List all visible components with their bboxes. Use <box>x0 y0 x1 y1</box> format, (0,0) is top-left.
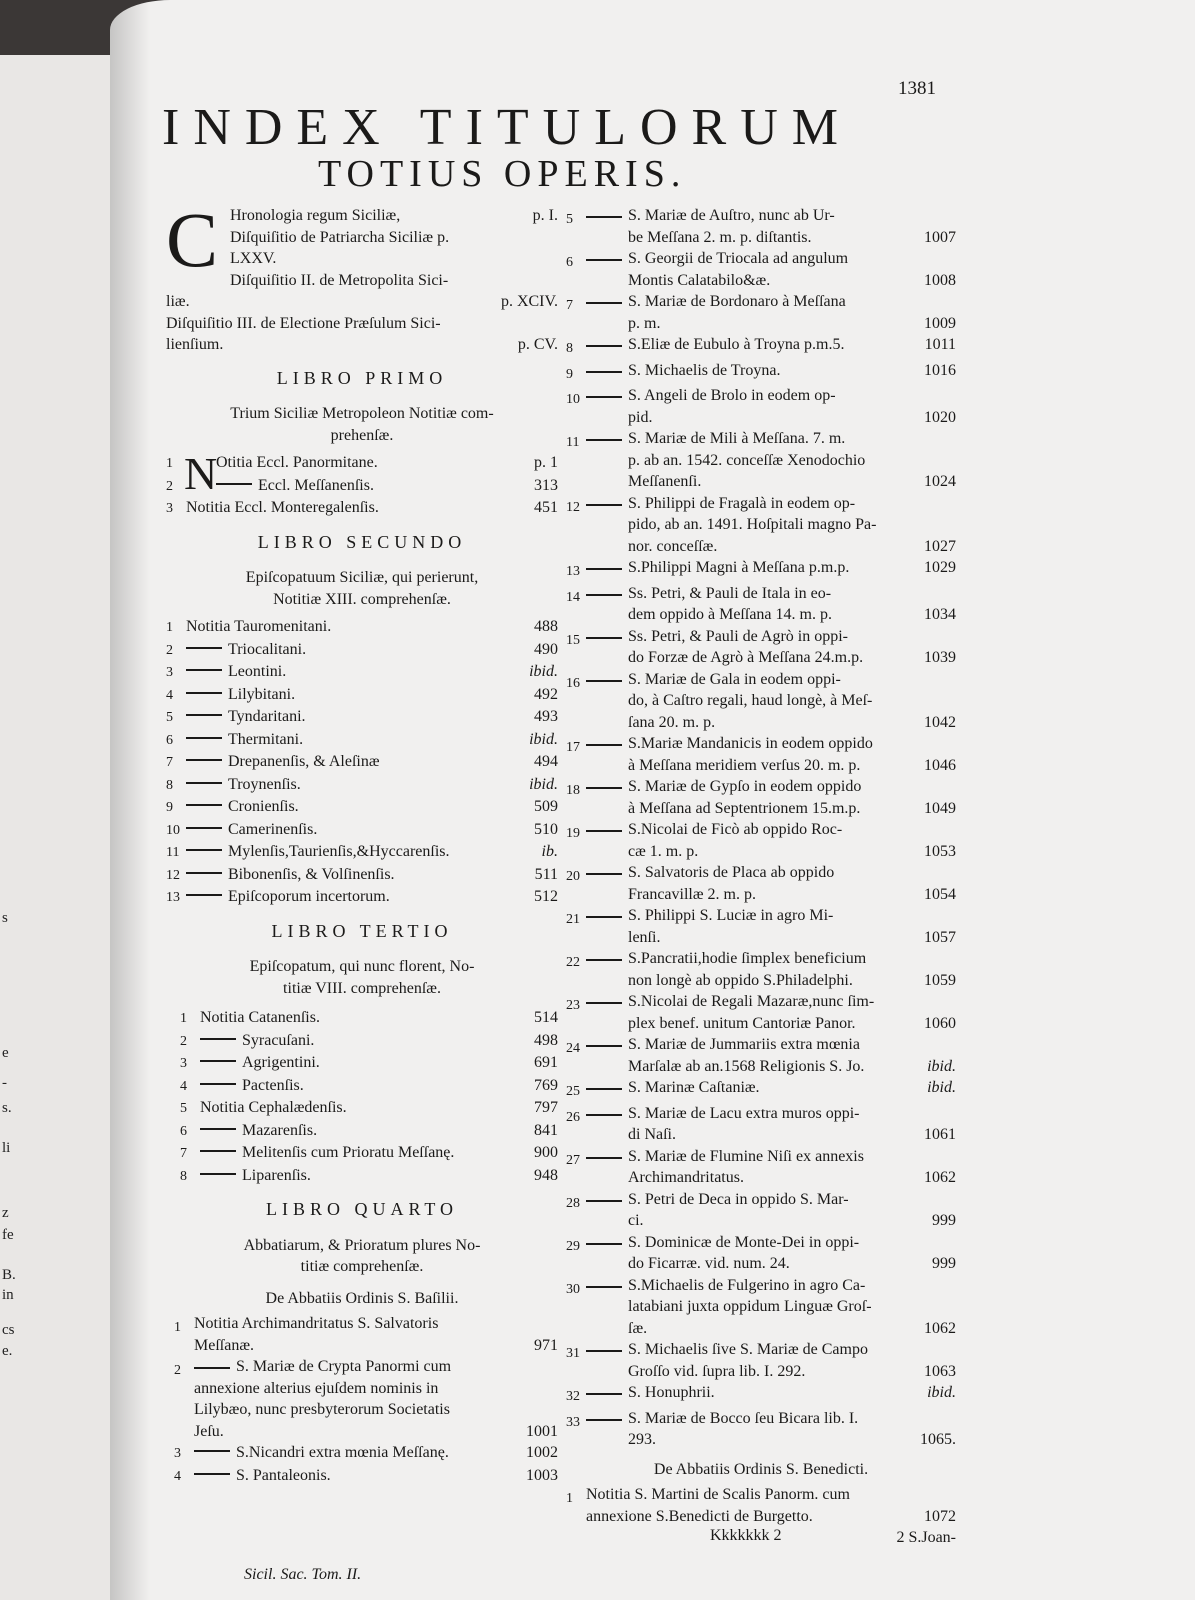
index-entry: 1 Notitia Tauromenitani. 488 <box>166 618 558 635</box>
index-entry: 10 S. Angeli de Brolo in eodem op- pid. 1020 <box>566 387 956 426</box>
index-entry: 24 S. Mariæ de Jummariis extra mœnia Marſalæ ab an.1568 Religionis S. Jo. ibid. <box>566 1036 956 1075</box>
index-entry: 6 Thermitani. ibid. <box>166 730 558 748</box>
footer-note: Sicil. Sac. Tom. II. <box>244 1566 362 1583</box>
index-entry: 1 Notitia S. Martini de Scalis Panorm. cum annexione S.Benedicti de Burgetto. 1072 2 S.Joan- <box>566 1484 956 1549</box>
index-entry: 3 Leontini. ibid. <box>166 663 558 680</box>
index-entry: 4 Lilybitani. 492 <box>166 685 558 703</box>
prev-page-fragment: li <box>2 1140 11 1156</box>
index-entry: 4 Pactenſis. 769 <box>180 1076 558 1094</box>
intro-page: p. XCIV. <box>500 293 558 310</box>
index-entry: 26 S. Mariæ de Lacu extra muros oppi- di Naſi. 1061 <box>566 1104 956 1143</box>
catchword: 2 S.Joan- <box>896 1529 956 1546</box>
index-entry: 27 S. Mariæ de Flumine Niſi ex annexis Archimandritatus. 1062 <box>566 1147 956 1186</box>
section-heading: LIBRO PRIMO <box>276 367 448 388</box>
prev-page-fragment: - <box>2 1075 7 1091</box>
intro-block <box>166 196 558 356</box>
index-entry: 9 Cronienſis. 509 <box>166 798 558 815</box>
index-entry: 7 S. Mariæ de Bordonaro à Meſſana p. m. 1009 <box>566 293 956 332</box>
page-gutter-shadow <box>110 0 150 1600</box>
left-column <box>166 196 558 1487</box>
subsection-heading: De Abbatiis Ordinis S. Benedicti. <box>653 1460 869 1478</box>
index-entry: 8 Troynenſis. ibid. <box>166 775 558 793</box>
index-entry: 7 Drepanenſis, & Aleſinæ 494 <box>166 753 558 770</box>
section-description: prehenſæ. <box>330 426 394 444</box>
prev-page-fragment: cs <box>2 1322 15 1338</box>
previous-page-edge <box>0 55 115 1600</box>
index-entry: 10 Camerinenſis. 510 <box>166 820 558 838</box>
index-entry: 5 Tyndaritani. 493 <box>166 708 558 725</box>
index-entry: 23 S.Nicolai de Regali Mazaræ,nunc ſim- plex benef. unitum Cantoriæ Panor. 1060 <box>566 993 956 1032</box>
section-description: Epiſcopatuum Siciliæ, qui perierunt, <box>245 569 479 586</box>
prev-page-fragment: e <box>2 1045 9 1061</box>
index-entry: 3 Agrigentini. 691 <box>180 1054 558 1071</box>
index-entry: 8 Liparenſis. 948 <box>180 1166 558 1184</box>
prev-page-fragment: e. <box>2 1343 13 1359</box>
index-entry: 30 S.Michaelis de Fulgerino in agro Ca- latabiani juxta oppidum Linguæ Groſ- ſæ. 1062 <box>566 1276 956 1337</box>
index-entry: 3 S.Nicandri extra mœnia Meſſanę. 1002 <box>174 1444 558 1461</box>
index-entry: 9 S. Michaelis de Troyna. 1016 <box>566 361 956 382</box>
intro-line: LXXV. <box>230 250 277 267</box>
index-entry: 12 S. Philippi de Fragalà in eodem op- pido, ab an. 1491. Hoſpitali magno Pa- nor. conceſſæ. 1027 <box>566 494 956 555</box>
prev-page-fragment: z <box>2 1205 9 1221</box>
index-entry: 11 S. Mariæ de Mili à Meſſana. 7. m. p. ab an. 1542. conceſſæ Xenodochio Meſſanenſi. 1024 <box>566 430 956 490</box>
page-title: INDEX TITULORUM <box>162 99 852 156</box>
intro-line: Hronologia regum Siciliæ, <box>230 207 401 224</box>
index-entry: 29 S. Dominicæ de Monte-Dei in oppi- do Ficarræ. vid. num. 24. 999 <box>566 1233 956 1272</box>
index-entry: 3 Notitia Eccl. Monteregalenſis. 451 <box>166 499 558 516</box>
index-entry: 13 Epiſcoporum incertorum. 512 <box>166 888 558 905</box>
index-entry: 11 Mylenſis,Taurienſis,&Hyccarenſis. ib. <box>166 843 558 860</box>
section-description: titiæ comprehenſæ. <box>300 1258 424 1275</box>
index-entry: 17 S.Mariæ Mandanicis in eodem oppido à Meſſana meridiem verſus 20. m. p. 1046 <box>566 735 956 774</box>
prev-page-fragment: s <box>2 910 8 926</box>
section-description: Trium Siciliæ Metropoleon Notitiæ com- <box>230 405 494 422</box>
section-heading: LIBRO QUARTO <box>265 1199 459 1219</box>
primo-list <box>166 448 558 520</box>
page-number: 1381 <box>898 78 936 99</box>
abbey-list <box>566 205 956 1451</box>
index-entry: 15 Ss. Petri, & Pauli de Agrò in oppi- do Forzæ de Agrò à Meſſana 24.m.p. 1039 <box>566 627 956 666</box>
drop-cap-n: N <box>184 448 218 499</box>
drop-cap-c: C <box>166 196 219 283</box>
secundo-list <box>166 616 558 909</box>
index-entry: 22 S.Pancratii,hodie ſimplex beneficium non longè ab oppido S.Philadelphi. 1059 <box>566 950 956 989</box>
index-entry: 6 Mazarenſis. 841 <box>180 1121 558 1139</box>
intro-line: liæ. <box>166 293 190 310</box>
index-entry: 5 S. Mariæ de Auſtro, nunc ab Ur- be Meſſana 2. m. p. diſtantis. 1007 <box>566 207 956 246</box>
section-heading: LIBRO SECUNDO <box>257 531 467 552</box>
index-entry: 2 Triocalitani. 490 <box>166 640 558 658</box>
page-subtitle: TOTIUS OPERIS. <box>318 153 687 195</box>
index-entry: 5 Notitia Cephalædenſis. 797 <box>180 1099 558 1116</box>
index-entry: 33 S. Mariæ de Bocco ſeu Bicara lib. I. 293. 1065. <box>566 1409 956 1448</box>
index-entry: 18 S. Mariæ de Gypſo in eodem oppido à Meſſana ad Septentrionem 15.m.p. 1049 <box>566 778 956 817</box>
index-entry: 2 S. Mariæ de Crypta Panormi cum annexione alterius ejuſdem nominis in Lilybæo, nunc presbyterorum Societatis Jeſu. 1001 <box>174 1358 558 1440</box>
index-entry: 19 S.Nicolai de Ficò ab oppido Roc- cæ 1. m. p. 1053 <box>566 821 956 860</box>
index-entry: 25 S. Marinæ Caſtaniæ. ibid. <box>566 1079 956 1099</box>
intro-page: p. CV. <box>517 336 558 353</box>
section-description: Abbatiarum, & Prioratum plures No- <box>243 1236 481 1254</box>
intro-page: p. I. <box>532 207 558 224</box>
right-column <box>566 205 956 1549</box>
index-entry: 12 Bibonenſis, & Volſinenſis. 511 <box>166 865 558 883</box>
index-entry: 6 S. Georgii de Triocala ad angulum Montis Calatabilo&æ. 1008 <box>566 250 956 289</box>
intro-line: lienſium. <box>166 336 224 353</box>
section-description: titiæ VIII. comprehenſæ. <box>283 979 441 997</box>
index-entry: 21 S. Philippi S. Luciæ in agro Mi- lenſi. 1057 <box>566 907 956 946</box>
index-entry: 14 Ss. Petri, & Pauli de Itala in eo- dem oppido à Meſſana 14. m. p. 1034 <box>566 584 956 623</box>
prev-page-fragment: fe <box>2 1227 14 1243</box>
signature-mark: Kkkkkkk 2 <box>710 1527 782 1544</box>
prev-page-fragment: s. <box>2 1100 12 1116</box>
index-entry: 2 Syracuſani. 498 <box>180 1031 558 1049</box>
index-entry: 31 S. Michaelis ſive S. Mariæ de Campo Groſſo vid. ſupra lib. I. 292. 1063 <box>566 1341 956 1380</box>
prev-page-fragment: B. <box>2 1267 16 1283</box>
section-description: Epiſcopatum, qui nunc florent, No- <box>249 958 475 975</box>
intro-line: Diſquiſitio de Patriarcha Siciliæ p. <box>230 228 450 246</box>
index-entry: 1 Notitia Catanenſis. 514 <box>180 1009 558 1026</box>
index-entry: 32 S. Honuphrii. ibid. <box>566 1384 956 1404</box>
intro-line: Diſquiſitio II. de Metropolita Sici- <box>230 271 449 289</box>
index-entry: 1 Otitia Eccl. Panormitane. p. 1 <box>166 454 558 471</box>
tertio-list <box>166 1007 558 1187</box>
index-entry: 2 Eccl. Meſſanenſis. 313 <box>166 476 558 494</box>
index-entry: 1 Notitia Archimandritatus S. Salvatoris Meſſanæ. 971 <box>174 1315 558 1354</box>
section-description: Notitiæ XIII. comprehenſæ. <box>273 590 451 608</box>
section-heading: LIBRO TERTIO <box>271 920 453 941</box>
index-entry: 8 S.Eliæ de Eubulo à Troyna p.m.5. 1011 <box>566 336 956 356</box>
index-entry: 28 S. Petri de Deca in oppido S. Mar- ci. 999 <box>566 1190 956 1229</box>
index-entry: 20 S. Salvatoris de Placa ab oppido Francavillæ 2. m. p. 1054 <box>566 864 956 903</box>
intro-line: Diſquiſitio III. de Electione Præſulum Sici- <box>166 314 441 332</box>
index-entry: 7 Melitenſis cum Prioratu Meſſanę. 900 <box>180 1144 558 1161</box>
index-entry: 13 S.Philippi Magni à Meſſana p.m.p. 1029 <box>566 559 956 579</box>
index-entry: 4 S. Pantaleonis. 1003 <box>174 1466 558 1484</box>
subsection-heading: De Abbatiis Ordinis S. Baſilii. <box>265 1289 459 1307</box>
quarto-list <box>166 1313 558 1487</box>
book-page <box>110 0 1195 1600</box>
prev-page-fragment: in <box>2 1287 14 1303</box>
index-entry: 16 S. Mariæ de Gala in eodem oppi- do, à Caſtro regali, haud longè, à Meſ- ſana 20. m. p. 1042 <box>566 670 956 731</box>
